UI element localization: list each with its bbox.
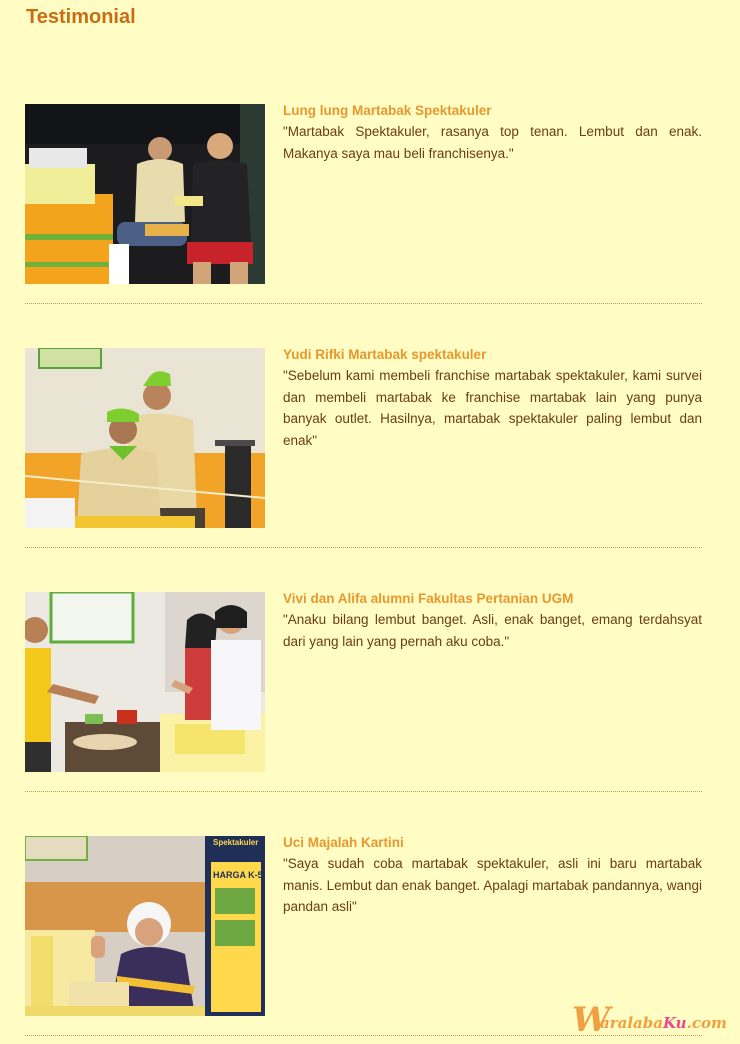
testimonial-photo: [25, 104, 265, 284]
testimonial-item: [25, 104, 702, 284]
testimonial-item: [25, 836, 702, 1016]
testimonial-quote: "Martabak Spektakuler, rasanya top tenan. Lembut dan enak. Makanya saya mau beli franchisenya.": [283, 124, 702, 161]
divider: [25, 547, 702, 548]
photo-sign-harga: HARGA K-5: [213, 870, 263, 880]
testimonial-quote: "Sebelum kami membeli franchise martabak spektakuler, kami survei dan membeli martabak ke franchise martabak lain yang punya banyak outlet. Hasilnya, martabak spektakuler paling lembut dan enak": [283, 368, 702, 448]
testimonial-name: Uci Majalah Kartini: [283, 835, 404, 850]
testimonial-quote: "Saya sudah coba martabak spektakuler, asli ini baru martabak manis. Lembut dan enak banget. Apalagi martabak pandannya, wangi pandan asli": [283, 856, 702, 914]
testimonial-quote: "Anaku bilang lembut banget. Asli, enak banget, emang terdahsyat dari yang lain yang pernah aku coba.": [283, 612, 702, 649]
testimonial-photo: [25, 348, 265, 528]
divider: [25, 791, 702, 792]
testimonial-name: Vivi dan Alifa alumni Fakultas Pertanian UGM: [283, 591, 574, 606]
testimonial-item: [25, 592, 702, 772]
divider: [25, 303, 702, 304]
testimonial-name: Yudi Rifki Martabak spektakuler: [283, 347, 487, 362]
testimonial-photo: [25, 836, 265, 1016]
photo-sign-spektakuler: Spektakuler: [213, 838, 259, 847]
testimonial-photo: [25, 592, 265, 772]
page-title: Testimonial: [26, 6, 136, 28]
waralabaku-watermark-logo: W aralabaKu.com: [572, 1000, 727, 1040]
testimonial-item: [25, 348, 702, 528]
testimonial-name: Lung lung Martabak Spektakuler: [283, 103, 492, 118]
